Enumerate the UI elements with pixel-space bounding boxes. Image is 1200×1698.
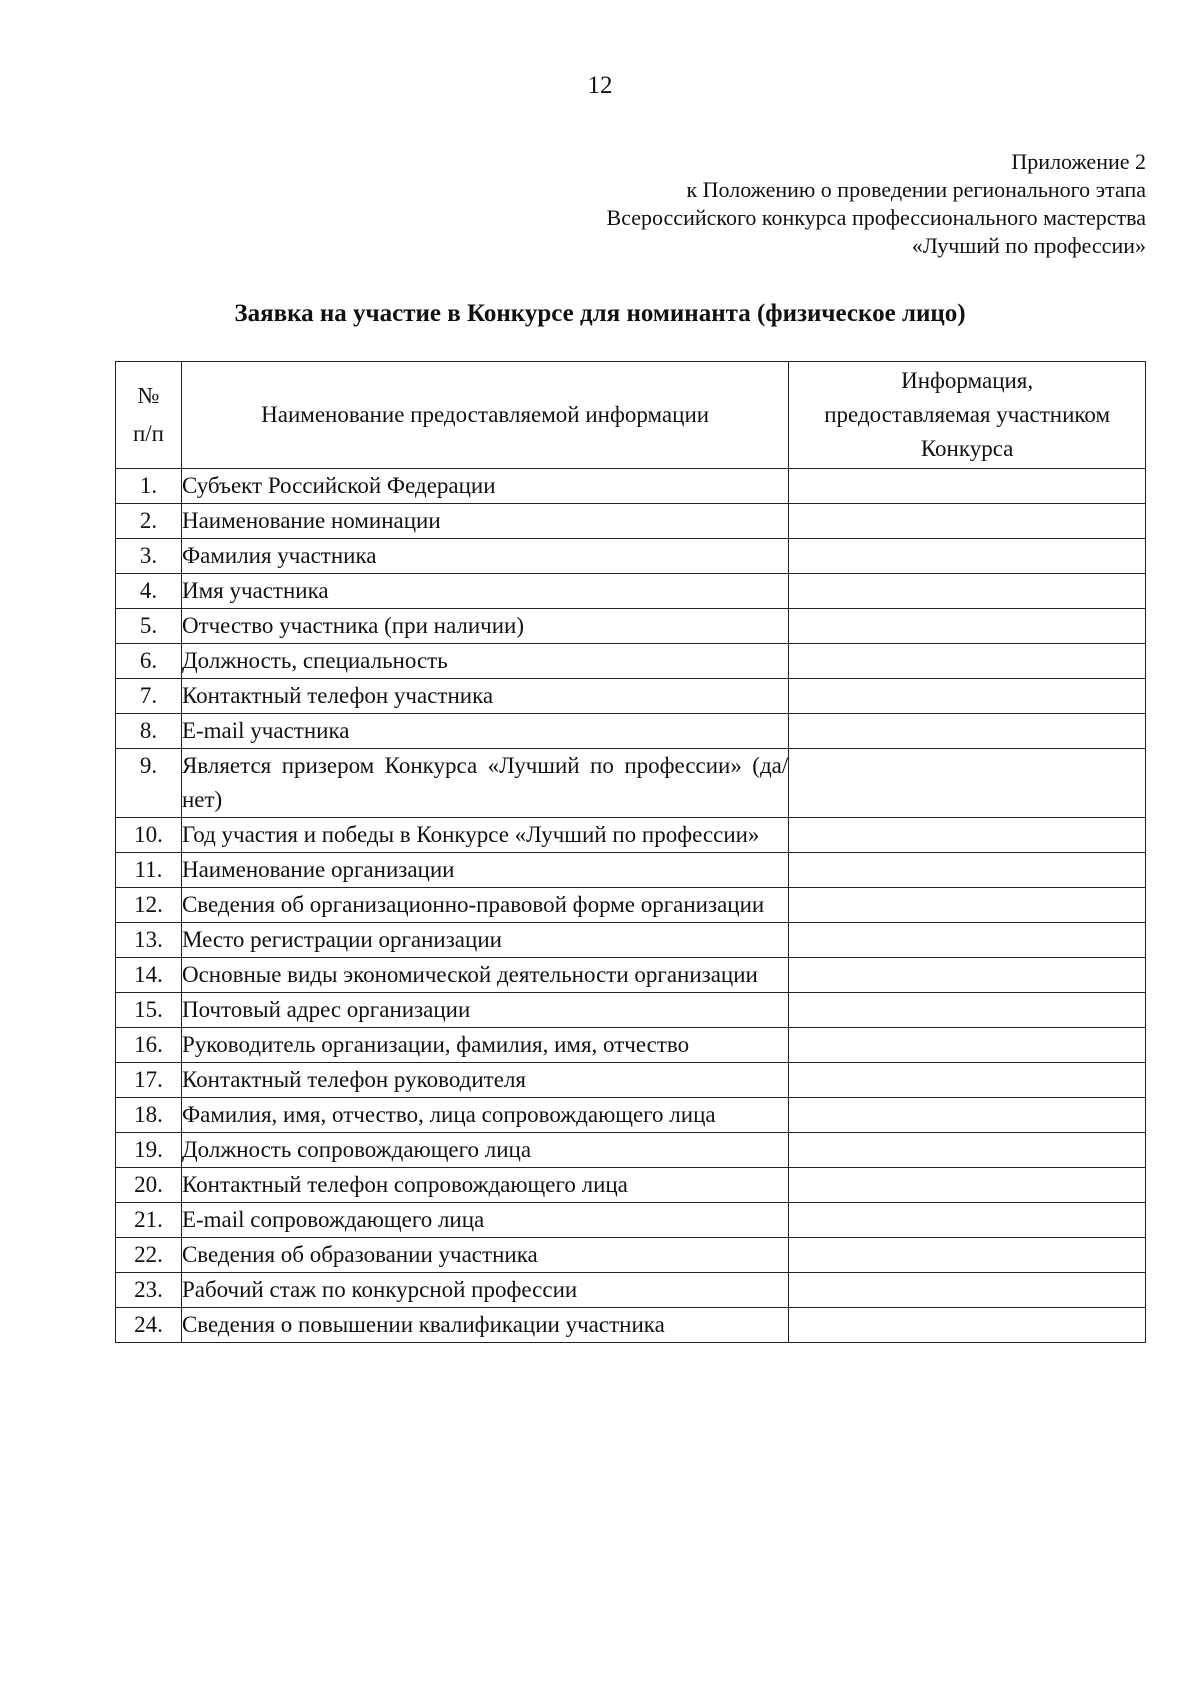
row-label: Должность, специальность (181, 644, 788, 679)
table-row (116, 574, 1146, 609)
table-row (116, 1308, 1146, 1343)
row-label: Руководитель организации, фамилия, имя, отчество (181, 1028, 788, 1063)
row-number: 13. (116, 923, 182, 958)
row-number: 3. (116, 539, 182, 574)
appendix-reference (607, 148, 1146, 260)
row-number: 14. (116, 958, 182, 993)
row-number: 7. (116, 679, 182, 714)
row-label: Сведения о повышении квалификации участника (181, 1308, 788, 1343)
row-number: 11. (116, 853, 182, 888)
row-label: Является призером Конкурса «Лучший по профессии» (да/нет) (181, 749, 788, 818)
row-value-cell[interactable] (789, 679, 1146, 714)
table-row (116, 539, 1146, 574)
row-value-cell[interactable] (789, 539, 1146, 574)
row-label: Субъект Российской Федерации (181, 469, 788, 504)
table-row (116, 1203, 1146, 1238)
row-value-cell[interactable] (789, 714, 1146, 749)
row-label: Фамилия участника (181, 539, 788, 574)
row-value-cell[interactable] (789, 853, 1146, 888)
row-number: 20. (116, 1168, 182, 1203)
row-value-cell[interactable] (789, 818, 1146, 853)
row-number: 1. (116, 469, 182, 504)
header-number-line: № (137, 383, 160, 408)
row-label: E-mail участника (181, 714, 788, 749)
row-label: E-mail сопровождающего лица (181, 1203, 788, 1238)
row-value-cell[interactable] (789, 1168, 1146, 1203)
header-number-line: п/п (132, 421, 164, 446)
table-row (116, 958, 1146, 993)
row-number: 10. (116, 818, 182, 853)
row-number: 5. (116, 609, 182, 644)
table-row (116, 993, 1146, 1028)
row-number: 16. (116, 1028, 182, 1063)
row-label: Фамилия, имя, отчество, лица сопровождающего лица (181, 1098, 788, 1133)
application-form-table (115, 361, 1146, 1343)
row-number: 9. (116, 749, 182, 818)
document-title: Заявка на участие в Конкурсе для номинанта (физическое лицо) (234, 300, 966, 327)
row-value-cell[interactable] (789, 574, 1146, 609)
appendix-line: Всероссийского конкурса профессионального мастерства (606, 205, 1146, 230)
table-row (116, 853, 1146, 888)
header-number (116, 362, 182, 469)
table-row (116, 714, 1146, 749)
table-row (116, 1063, 1146, 1098)
table-row (116, 1238, 1146, 1273)
row-label: Должность сопровождающего лица (181, 1133, 788, 1168)
row-value-cell[interactable] (789, 958, 1146, 993)
appendix-line: Приложение 2 (1011, 149, 1146, 174)
row-label: Почтовый адрес организации (181, 993, 788, 1028)
row-label: Сведения об образовании участника (181, 1238, 788, 1273)
row-value-cell[interactable] (789, 644, 1146, 679)
table-row (116, 923, 1146, 958)
header-name: Наименование предоставляемой информации (181, 362, 788, 469)
table-row (116, 888, 1146, 923)
row-number: 21. (116, 1203, 182, 1238)
row-value-cell[interactable] (789, 504, 1146, 539)
header-info-line: предоставляемая участником (824, 402, 1111, 427)
table-row (116, 1028, 1146, 1063)
row-label: Контактный телефон сопровождающего лица (181, 1168, 788, 1203)
page-number: 12 (587, 72, 613, 99)
row-value-cell[interactable] (789, 1273, 1146, 1308)
row-number: 17. (116, 1063, 182, 1098)
table-row (116, 679, 1146, 714)
table-row (116, 1168, 1146, 1203)
row-value-cell[interactable] (789, 1028, 1146, 1063)
row-value-cell[interactable] (789, 1203, 1146, 1238)
row-value-cell[interactable] (789, 1098, 1146, 1133)
row-label: Контактный телефон руководителя (181, 1063, 788, 1098)
table-row (116, 1133, 1146, 1168)
row-value-cell[interactable] (789, 1238, 1146, 1273)
row-label: Наименование организации (181, 853, 788, 888)
row-label: Рабочий стаж по конкурсной профессии (181, 1273, 788, 1308)
table-row (116, 818, 1146, 853)
row-number: 4. (116, 574, 182, 609)
table-header-row (116, 362, 1146, 469)
row-number: 24. (116, 1308, 182, 1343)
appendix-line: к Положению о проведении регионального этапа (686, 177, 1146, 202)
row-label: Место регистрации организации (181, 923, 788, 958)
table-row (116, 609, 1146, 644)
table-row (116, 1273, 1146, 1308)
row-label: Год участия и победы в Конкурсе «Лучший по профессии» (181, 818, 788, 853)
table-row (116, 1098, 1146, 1133)
table-row (116, 644, 1146, 679)
row-value-cell[interactable] (789, 1308, 1146, 1343)
row-number: 19. (116, 1133, 182, 1168)
row-value-cell[interactable] (789, 469, 1146, 504)
row-label: Наименование номинации (181, 504, 788, 539)
row-number: 22. (116, 1238, 182, 1273)
header-info-line: Информация, (901, 368, 1034, 393)
header-info (789, 362, 1146, 469)
row-number: 2. (116, 504, 182, 539)
row-value-cell[interactable] (789, 1133, 1146, 1168)
table-row (116, 504, 1146, 539)
row-value-cell[interactable] (789, 888, 1146, 923)
row-label: Сведения об организационно-правовой форме организации (181, 888, 788, 923)
row-label: Контактный телефон участника (181, 679, 788, 714)
row-value-cell[interactable] (789, 923, 1146, 958)
row-label: Отчество участника (при наличии) (181, 609, 788, 644)
table-row (116, 469, 1146, 504)
row-number: 8. (116, 714, 182, 749)
row-value-cell[interactable] (789, 749, 1146, 818)
row-label: Имя участника (181, 574, 788, 609)
row-number: 23. (116, 1273, 182, 1308)
row-value-cell[interactable] (789, 609, 1146, 644)
table-row (116, 749, 1146, 818)
header-info-line: Конкурса (920, 436, 1014, 461)
row-value-cell[interactable] (789, 993, 1146, 1028)
row-number: 18. (116, 1098, 182, 1133)
row-label: Основные виды экономической деятельности организации (181, 958, 788, 993)
row-number: 15. (116, 993, 182, 1028)
row-value-cell[interactable] (789, 1063, 1146, 1098)
row-number: 12. (116, 888, 182, 923)
row-number: 6. (116, 644, 182, 679)
appendix-line: «Лучший по профессии» (911, 233, 1146, 258)
